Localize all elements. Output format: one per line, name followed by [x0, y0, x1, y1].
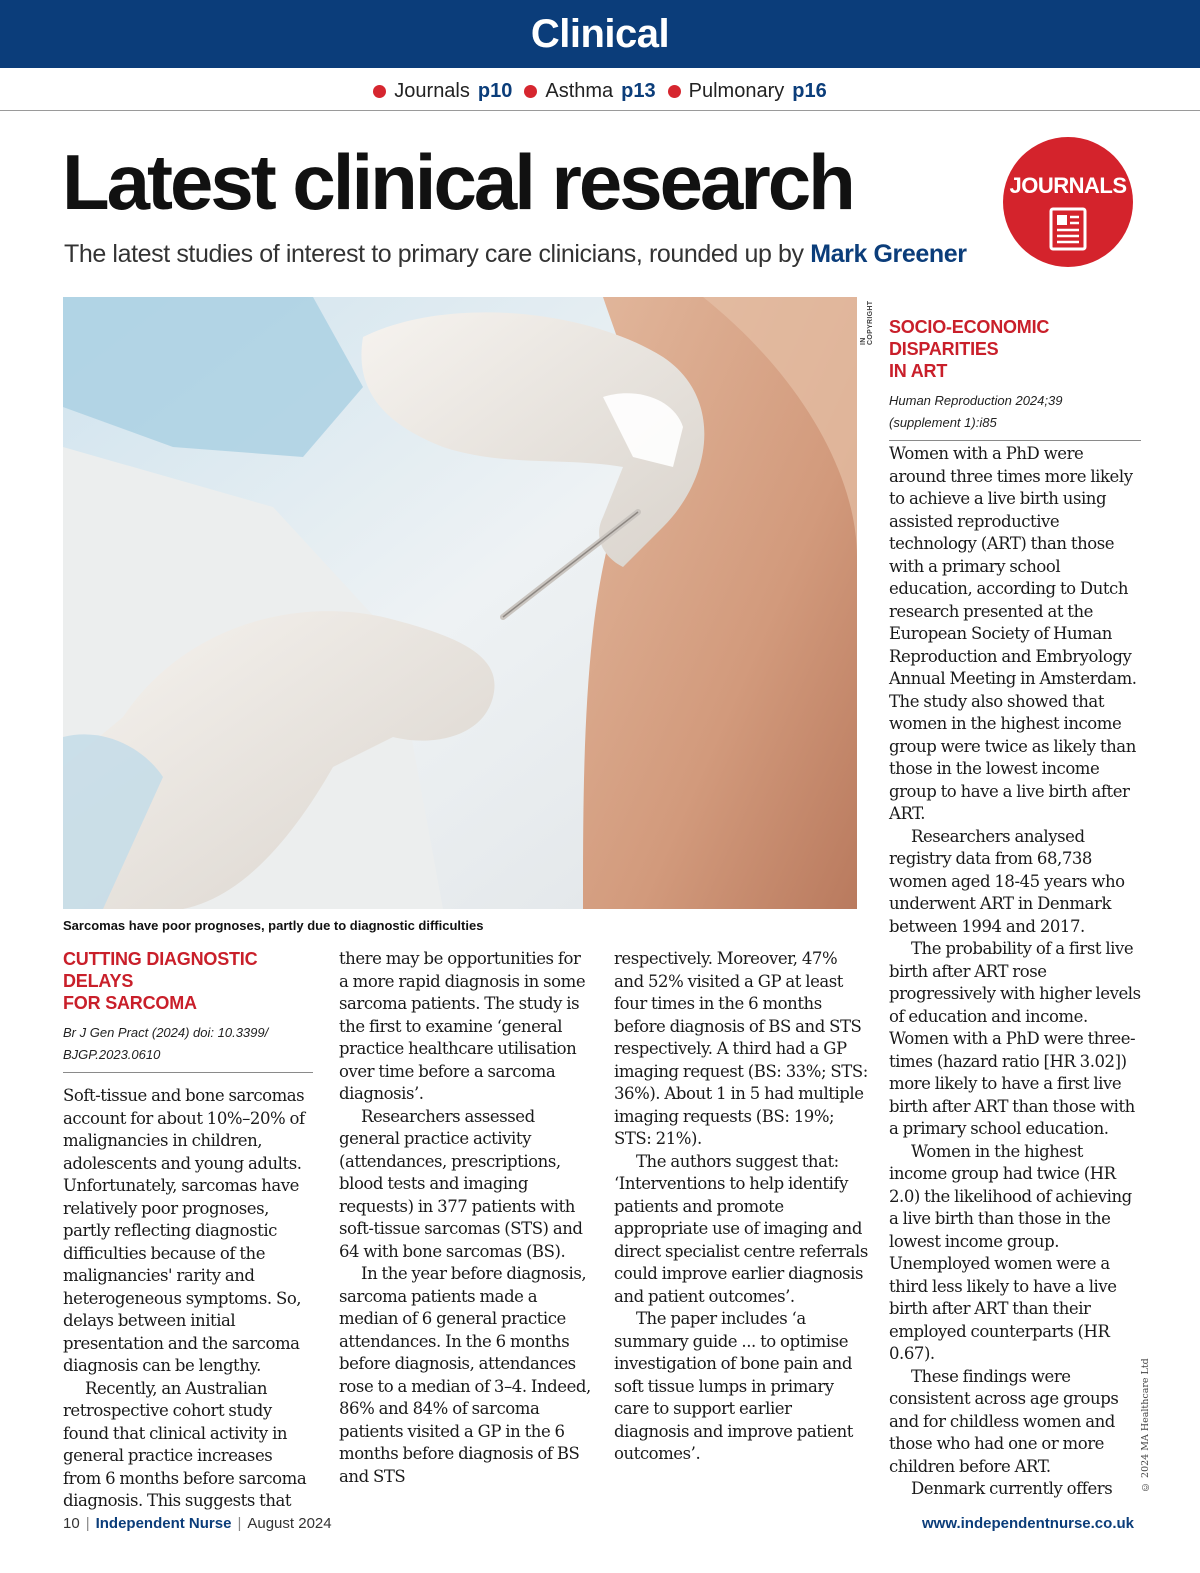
paragraph: Researchers assessed general practice activity (attendances, prescriptions, blood tests and imaging requests) in 377 patients with soft-tissue sarcomas (STS) and 64 with bone sarcomas (BS).	[339, 1106, 583, 1261]
bullet-icon	[524, 85, 537, 98]
paragraph: The probability of a first live birth after ART rose progressively with higher levels of education and income. Women with a PhD were three-times (hazard ratio [HR 3.02]) more likely to have a first live birth after ART than those with a primary school education.	[889, 939, 1141, 1138]
title-line: CUTTING DIAGNOSTIC DELAYS	[63, 949, 258, 991]
title-line: FOR SARCOMA	[63, 993, 197, 1013]
paragraph: Soft-tissue and bone sarcomas account for about 10%–20% of malignancies in children, adolescents and young adults. Unfortunately, sarcomas have relatively poor prognoses, partly reflecting diagnostic difficulties because of the malignancies' rarity and heterogeneous symptoms. So, delays between initial presentation and the sarcoma diagnosis can be lengthy.	[63, 1086, 305, 1375]
sarcoma-article-col3	[614, 948, 868, 1466]
photo-copyright-tag: IN COPYRIGHT	[860, 300, 874, 345]
paragraph: These findings were consistent across age groups and for childless women and those who had one or more children before ART.	[889, 1366, 1119, 1476]
journal-document-icon	[1049, 207, 1087, 251]
reference-line: (supplement 1):i85	[889, 415, 997, 430]
section-banner	[0, 0, 1200, 68]
art-article	[889, 316, 1141, 1501]
publication-name: Independent Nurse	[95, 1515, 232, 1532]
divider	[63, 1072, 313, 1073]
paragraph: The authors suggest that: ‘Interventions to help identify patients and promote appropriate use of imaging and direct specialist centre referrals could improve earlier diagnosis and patient outcomes’.	[614, 1151, 868, 1306]
page-footer	[63, 1515, 332, 1532]
paragraph: Women with a PhD were around three times more likely to achieve a live birth using assisted reproductive technology (ART) than those with a primary school education, according to Dutch research presented at the European Society of Human Reproduction and Embryology Annual Meeting in Amsterdam. The study also showed that women in the highest income group were twice as likely than those in the lowest income group to have a live birth after ART.	[889, 444, 1137, 823]
website-link[interactable]: www.independentnurse.co.uk	[922, 1515, 1134, 1532]
paragraph: Women in the highest income group had twice (HR 2.0) the likelihood of achieving a live birth than those in the lowest income group. Unemployed women were a third less likely to have a live birth after ART than their employed counterparts (HR 0.67).	[889, 1141, 1132, 1363]
divider	[889, 440, 1141, 441]
nav-page: p13	[621, 79, 656, 102]
nav-label: Journals	[394, 79, 470, 102]
nav-item-asthma[interactable]	[524, 80, 655, 103]
nav-page: p10	[477, 79, 513, 102]
section-nav	[0, 76, 1200, 106]
article-body	[63, 1085, 313, 1513]
nav-label: Pulmonary	[688, 79, 785, 102]
biopsy-photo	[63, 297, 857, 909]
badge-label: JOURNALS	[1009, 173, 1127, 198]
paragraph: respectively. Moreover, 47% and 52% visited a GP at least four times in the 6 months before diagnosis of BS and STS respectively. A third had a GP imaging request (BS: 33%; STS: 36%). About 1 in 5 had multiple imaging requests (BS: 19%; STS: 21%).	[614, 949, 868, 1148]
copyright-credit: © 2024 MA Healthcare Ltd	[1140, 1358, 1151, 1492]
sarcoma-reference	[63, 1022, 313, 1066]
art-article-title	[889, 316, 1141, 382]
standfirst	[64, 240, 967, 269]
paragraph: Recently, an Australian retrospective cohort study found that clinical activity in general practice increases from 6 months before sarcoma diagnosis. This suggests that	[63, 1378, 307, 1510]
reference-line: Br J Gen Pract (2024) doi: 10.3399/	[63, 1025, 269, 1040]
standfirst-text: The latest studies of interest to primary care clinicians, rounded up by	[64, 240, 804, 268]
bullet-icon	[668, 85, 681, 98]
paragraph: The paper includes ‘a summary guide ... to optimise investigation of bone pain and soft tissue lumps in primary care to support earlier diagnosis and improve patient outcomes’.	[614, 1309, 853, 1463]
sarcoma-article-col2	[339, 948, 591, 1488]
nav-divider	[0, 110, 1200, 111]
paragraph: Denmark currently offers	[911, 1479, 1113, 1498]
nav-page: p16	[792, 79, 827, 102]
author-name: Mark Greener	[810, 240, 967, 268]
footer-separator: |	[85, 1515, 90, 1532]
paragraph: Researchers analysed registry data from 68,738 women aged 18-45 years who underwent ART in Denmark between 1994 and 2017.	[889, 826, 1125, 936]
paragraph: In the year before diagnosis, sarcoma patients made a median of 6 general practice attendances. In the 6 months before diagnosis, attendances rose to a median of 3–4. Indeed, 86% and 84% of sarcoma patients visited a GP in the 6 months before diagnosis of BS and STS	[339, 1264, 591, 1486]
footer-separator: |	[237, 1515, 242, 1532]
paragraph: there may be opportunities for a more rapid diagnosis in some sarcoma patients. The study is the first to examine ‘general practice healthcare utilisation over time before a sarcoma diagnosis’.	[339, 949, 586, 1103]
art-reference	[889, 390, 1141, 434]
sarcoma-article-title	[63, 948, 313, 1014]
nav-item-pulmonary[interactable]	[668, 80, 827, 103]
reference-line: BJGP.2023.0610	[63, 1047, 161, 1062]
article-body	[889, 443, 1141, 1501]
title-line: SOCIO-ECONOMIC DISPARITIES	[889, 317, 1050, 359]
nav-item-journals[interactable]	[373, 80, 512, 103]
photo-caption: Sarcomas have poor prognoses, partly due to diagnostic difficulties	[63, 918, 484, 933]
biopsy-illustration	[63, 297, 857, 909]
issue-date: August 2024	[247, 1515, 332, 1532]
page-number: 10	[63, 1515, 80, 1532]
title-line: IN ART	[889, 361, 948, 381]
bullet-icon	[373, 85, 386, 98]
section-title: Clinical	[530, 11, 670, 56]
sarcoma-article-col1	[63, 948, 313, 1513]
journals-badge	[1003, 137, 1133, 267]
page-headline: Latest clinical research	[62, 138, 853, 226]
nav-label: Asthma	[545, 79, 614, 102]
reference-line: Human Reproduction 2024;39	[889, 393, 1063, 408]
